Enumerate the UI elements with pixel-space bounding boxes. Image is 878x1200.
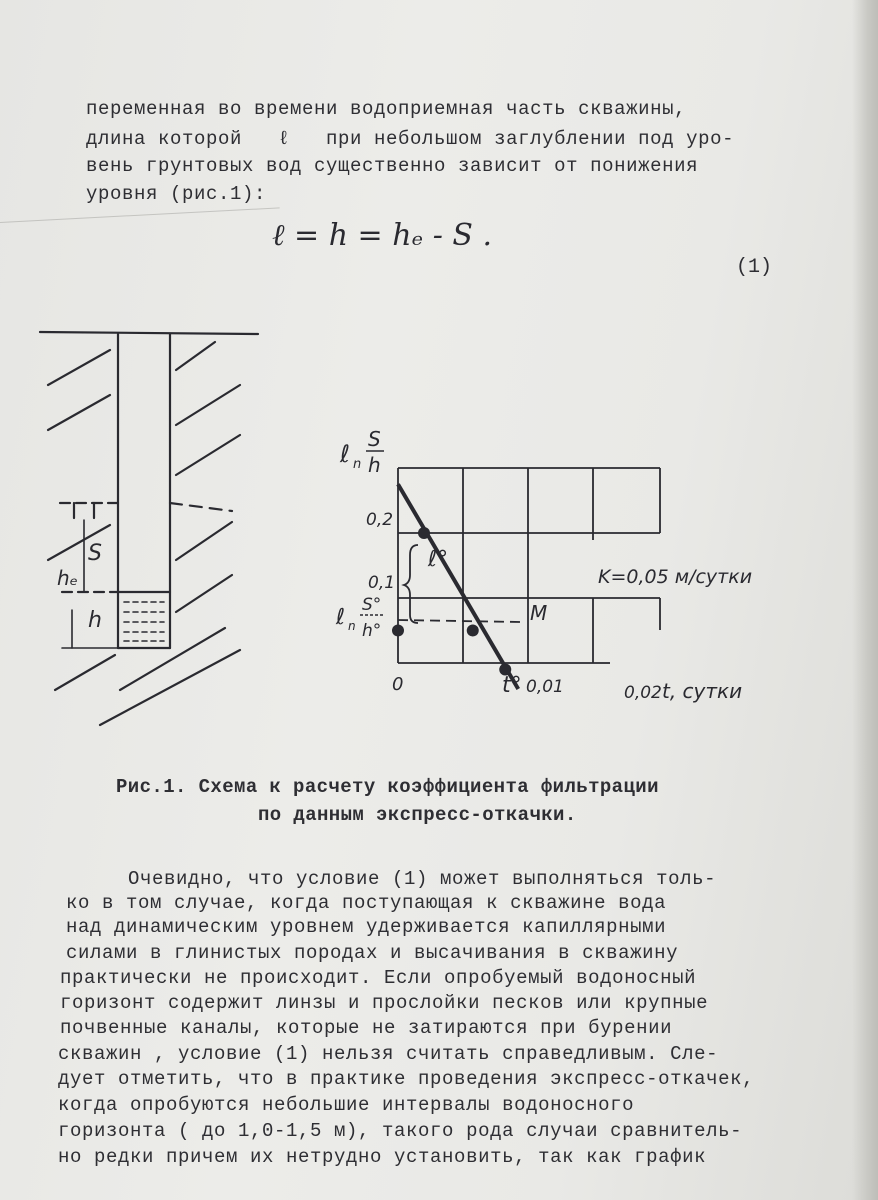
hatch-line [120,628,225,690]
ylabel-mid-ln: ℓ [336,605,346,630]
k-annotation: K=0,05 м/сутки [598,566,753,588]
text-line: когда опробуются небольшие интервалы водоносного [58,1094,635,1116]
hatch-line [48,395,110,430]
hatch-line [176,575,232,612]
x-tick-001: 0,01 [526,677,564,697]
text-line: Очевидно, что условие (1) может выполняться толь- [128,868,717,890]
label-S: S [88,541,102,566]
text-line: скважин , условие (1) нельзя считать справедливым. Сле- [58,1043,719,1065]
text-line: практически не происходит. Если опробуемый водоносный [60,967,697,989]
brace-label-l0: ℓ° [428,547,449,572]
text-line: над динамическим уровнем удерживается капиллярными [66,916,667,938]
hatch-line [176,385,240,425]
figure-caption-line2: по данным экспресс-откачки. [258,804,577,826]
static-level-line [170,503,232,511]
text-line: почвенные каналы, которые не затираются при бурении [60,1017,673,1039]
text-line: горизонт содержит линзы и прослойки песков или крупные [60,992,709,1014]
text-line: уровня (рис.1): [86,183,267,205]
data-point [392,625,404,637]
text-line: вень грунтовых вод существенно зависит от понижения [86,155,699,177]
fit-line [398,484,518,689]
hatch-line [176,435,240,475]
text-line: длина которой ℓ при небольшом заглублении под уро- [86,128,735,150]
text-line: ко в том случае, когда поступающая к скважине вода [66,892,667,914]
text-line: переменная во времени водоприемная часть скважины, [86,98,687,120]
water-fill [124,602,164,641]
text-line: горизонта ( до 1,0-1,5 м), такого рода случаи сравнитель- [58,1120,743,1142]
ylabel-top-den: h [368,453,381,477]
point-label-M: M [530,601,548,625]
text-line: силами в глинистых породах и высачивания в скважину [66,942,679,964]
hatch-line [176,522,232,560]
equation-number: (1) [736,256,773,279]
ground-surface-line [40,332,258,334]
data-point [467,625,479,637]
equation-formula: ℓ = h = hₑ - S . [272,218,493,253]
brace [404,545,418,623]
origin-label: 0 [392,674,404,695]
fit-line-group [398,484,518,689]
well-diagram [40,332,258,725]
ylabel-mid-num: S° [362,595,382,615]
x-tick-002: 0,02 [624,683,662,703]
hatch-line [55,655,115,690]
text-line: но редки причем их нетрудно установить, так как график [58,1146,707,1168]
hatch-line [48,350,110,385]
figure-caption-line1: Рис.1. Схема к расчету коэффициента фильтрации [116,776,659,798]
ylabel-top-n: n [353,457,362,472]
ylabel-top-num: S [368,427,381,451]
tick-label-01: 0,1 [368,573,396,593]
hatch-line [176,342,215,370]
x-tick-t0: t° [502,673,522,698]
x-axis-label: t, сутки [662,679,743,703]
tick-label-02: 0,2 [366,510,394,530]
label-h: h [88,608,102,633]
text-line: дует отметить, что в практике проведения экспресс-откачек, [58,1068,755,1090]
label-he: hₑ [57,566,79,590]
ylabel-mid-den: h° [362,621,382,641]
l0-level-line [398,620,520,622]
data-point [418,527,430,539]
ylabel-mid-n: n [348,619,356,633]
ylabel-top-ln: ℓ [340,440,350,468]
